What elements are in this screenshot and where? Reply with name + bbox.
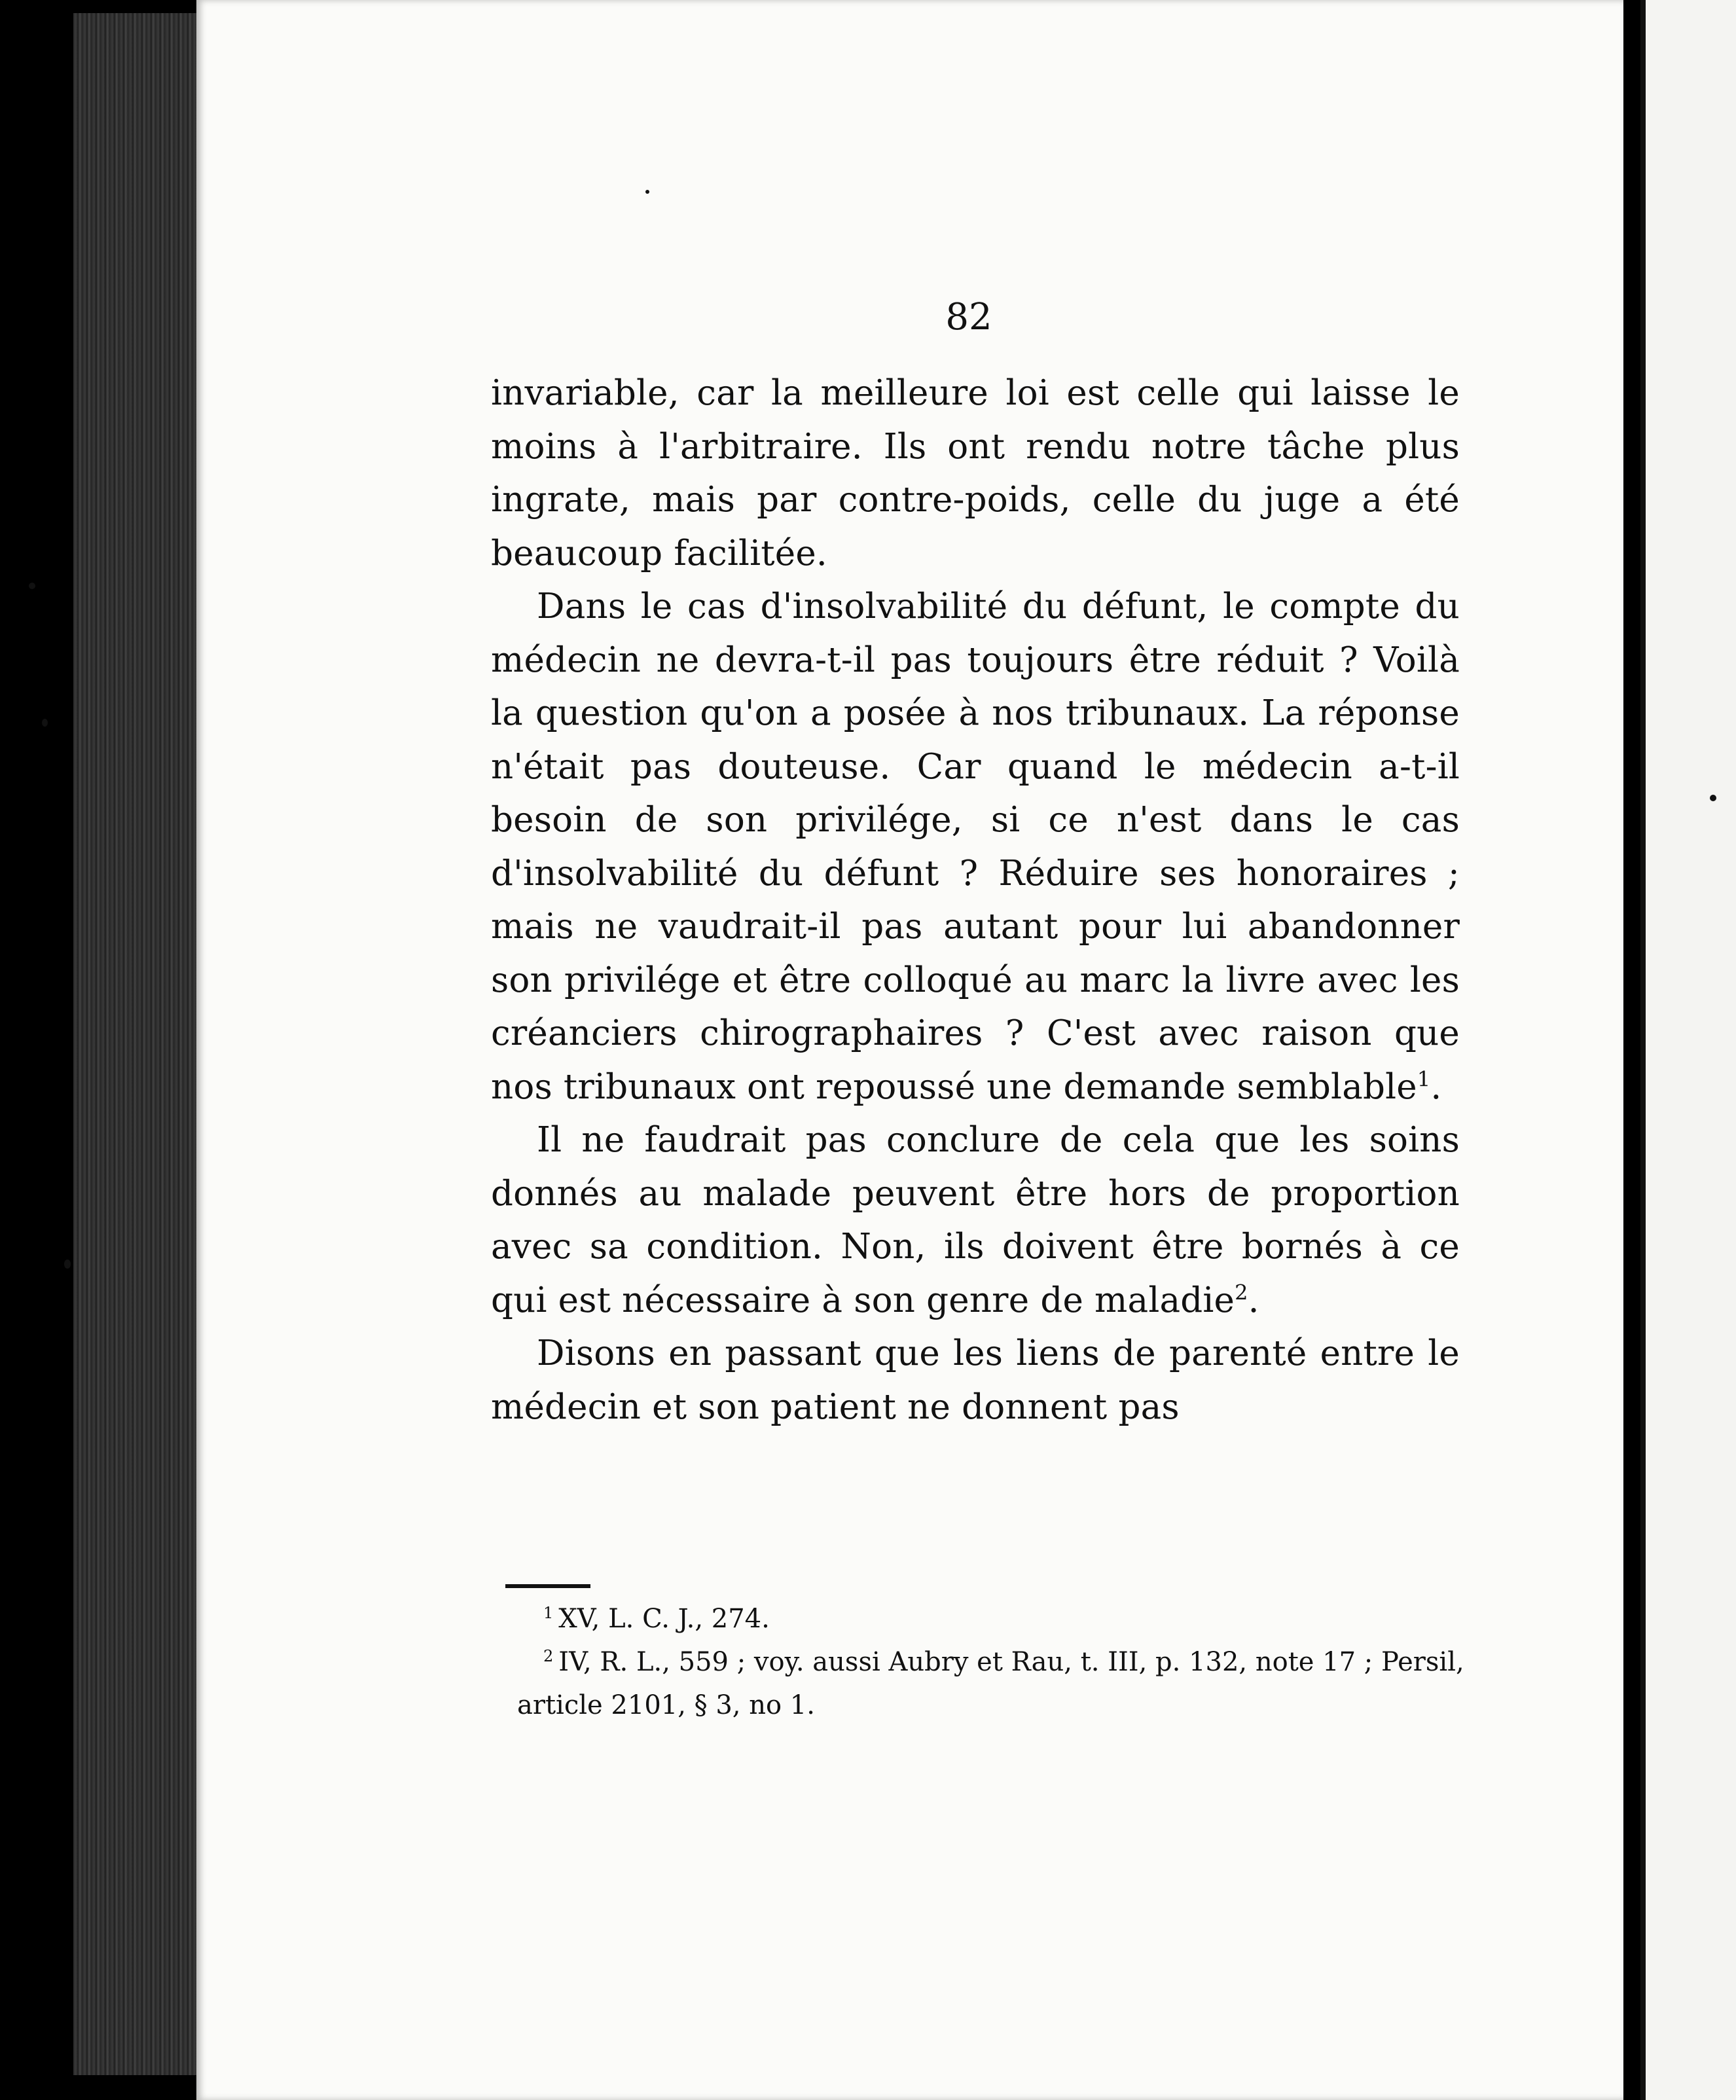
paragraph-3: [491, 1113, 1460, 1327]
footnote-1-text: XV, L. C. J., 274.: [558, 1604, 770, 1634]
paragraph-1: invariable, car la meilleure loi est celle qui laisse le moins à l'arbitraire. Ils ont rendu notre tâche plus ingrate, mais par contre-poids, celle du juge a été beaucoup facilitée.: [491, 373, 1460, 573]
scan-speck: [1710, 795, 1716, 801]
paragraph-4: Disons en passant que les liens de parenté entre le médecin et son patient ne donnent pas: [491, 1333, 1460, 1427]
paragraph-3-text: Il ne faudrait pas conclure de cela que les soins donnés au malade peuvent être hors de proportion avec sa condition. Non, ils doivent être bornés à ce qui est nécessaire à son genre de maladie: [491, 1120, 1460, 1320]
book-page-edges: [73, 13, 198, 2075]
footnote-ref-1: 1: [1417, 1066, 1431, 1091]
scan-speck: [29, 583, 35, 589]
facing-page-edge: [1640, 0, 1736, 2100]
paragraph-3-end: .: [1248, 1280, 1259, 1320]
paragraph-2-text: Dans le cas d'insolvabilité du défunt, le compte du médecin ne devra-t-il pas toujours être réduit ? Voilà la question qu'on a posée à nos tribunaux. La réponse n'était pas douteuse. Car quand le médecin a-t-il besoin de son privilége, si ce n'est dans le cas d'insolvabilité du défunt ? Réduire ses honoraires ; mais ne vaudrait-il pas autant pour lui abandonner son privilége et être colloqué au marc la livre avec les créanciers chirographaires ? C'est avec raison que nos tribunaux ont repoussé une demande semblable: [491, 587, 1460, 1107]
scan-speck: [64, 1259, 71, 1269]
footnote-1-mark: 1: [543, 1603, 554, 1622]
footnotes: [517, 1597, 1466, 1727]
footnote-divider: [505, 1584, 590, 1588]
body-text: [491, 367, 1460, 1434]
footnote-1: [517, 1597, 1466, 1640]
paragraph-2: [491, 580, 1460, 1113]
scan-speck: [42, 719, 48, 727]
footnote-2-mark: 2: [543, 1646, 554, 1665]
page-number: 82: [945, 296, 992, 338]
scan-speck: [645, 190, 649, 194]
footnote-2: [517, 1640, 1466, 1727]
footnote-2-text: IV, R. L., 559 ; voy. aussi Aubry et Rau, t. III, p. 132, note 17 ; Persil, article 2101, § 3, no 1.: [517, 1647, 1464, 1720]
footnote-ref-2: 2: [1235, 1279, 1248, 1305]
paragraph-2-end: .: [1430, 1066, 1442, 1107]
